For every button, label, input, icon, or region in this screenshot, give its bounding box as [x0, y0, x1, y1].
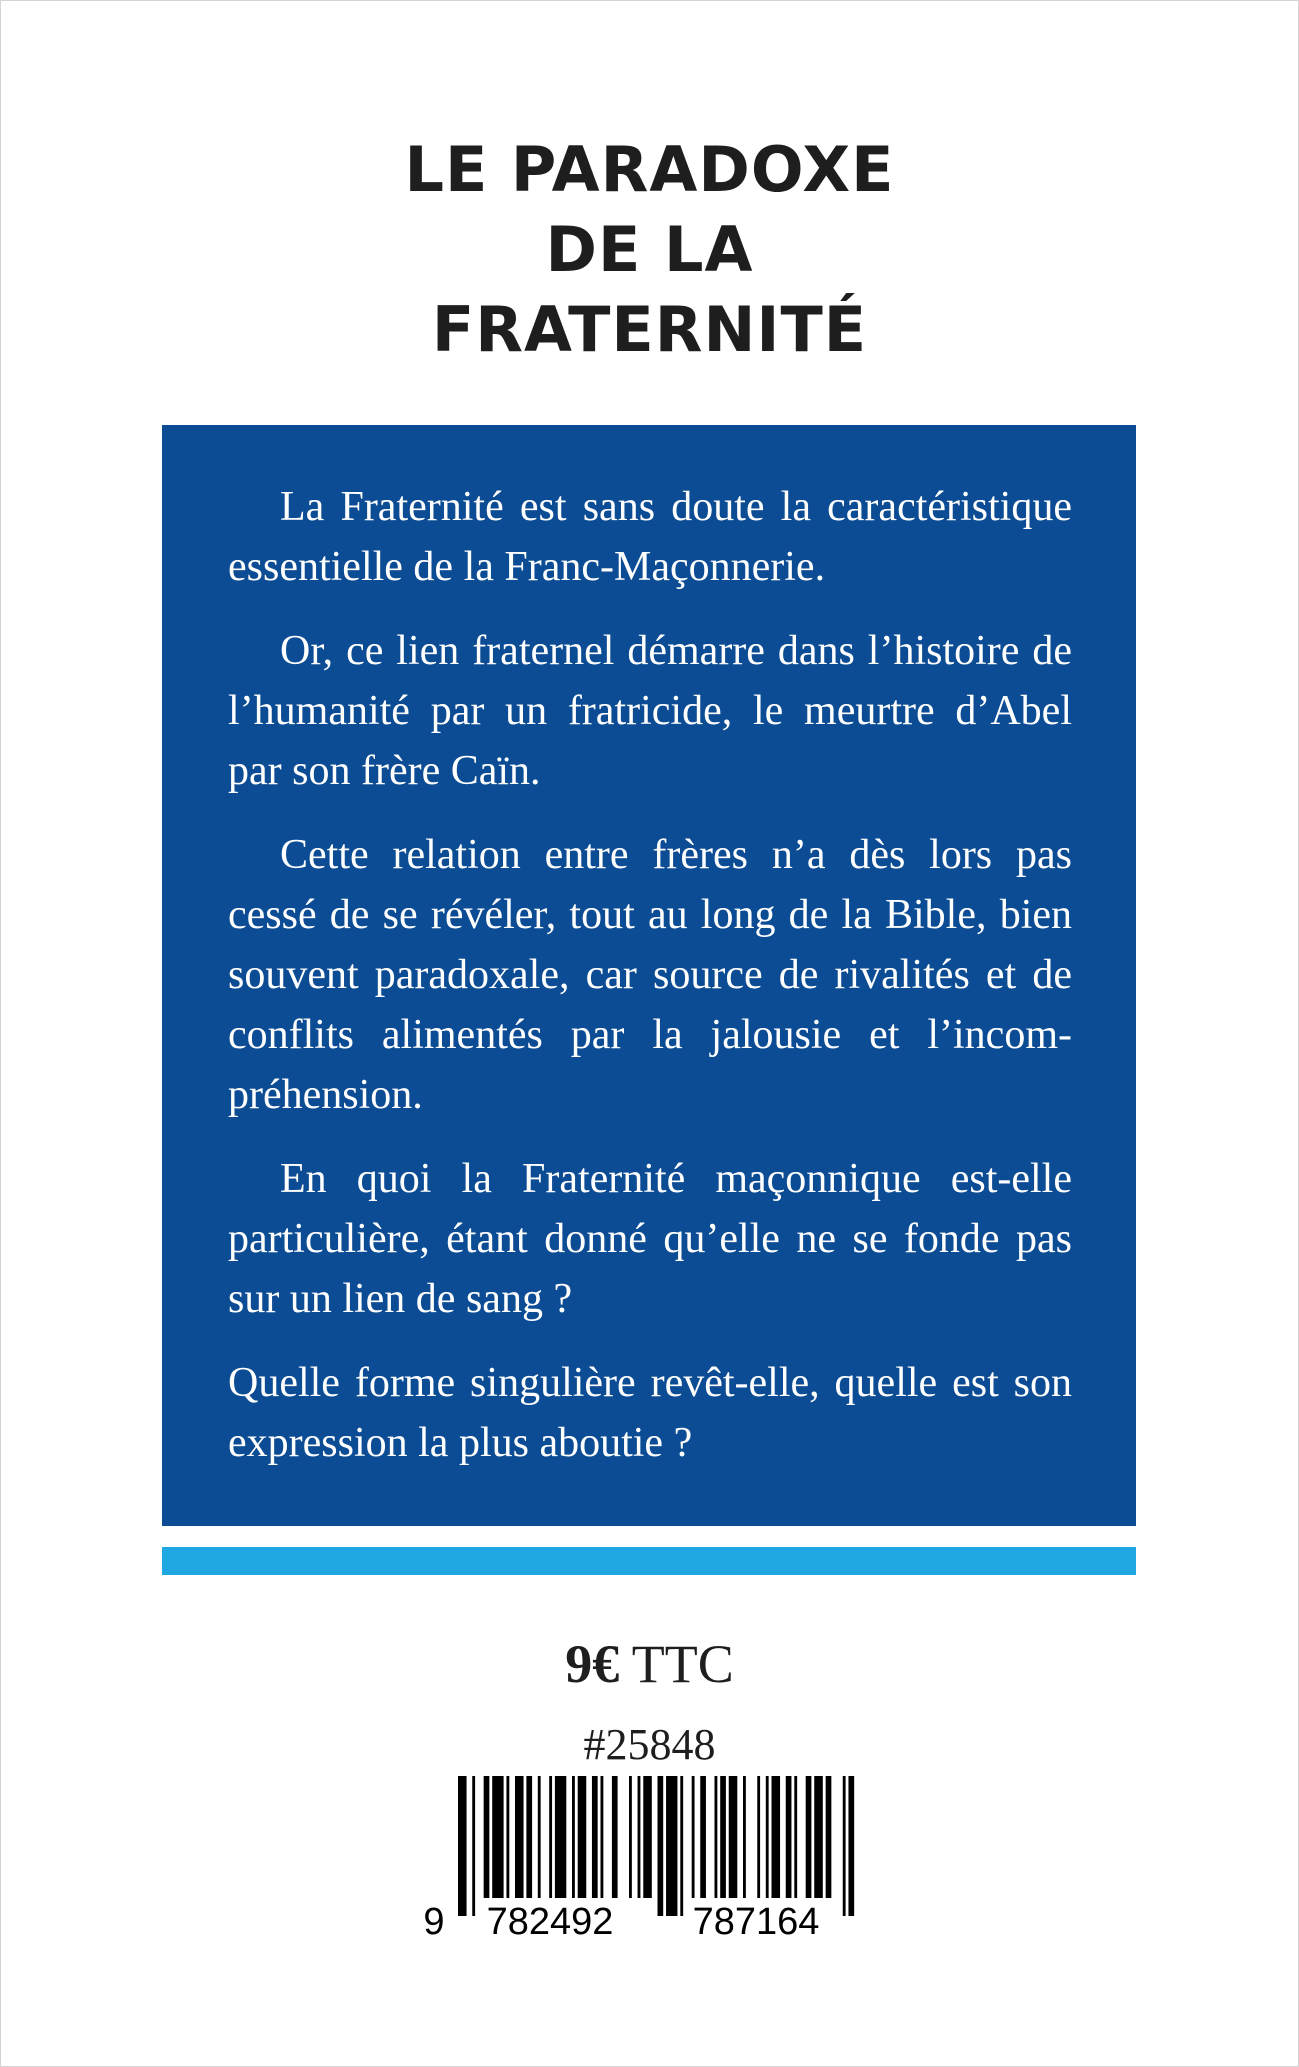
barcode-bar — [572, 1776, 575, 1898]
barcode-bar — [743, 1776, 746, 1898]
blurb-paragraph-5: Quelle forme singulière revêt-elle, quelle est son expression la plus aboutie ? — [228, 1360, 1072, 1466]
barcode-bar — [629, 1776, 632, 1898]
barcode-bar — [592, 1776, 598, 1898]
book-title — [0, 130, 1299, 370]
blurb-paragraph-3: Cette relation entre frères n’a dès lors pas cessé de se révéler, tout au long de la Bible, bien souvent paradoxale, car source de rivalités et de conflits alimentés par la jalousie et l’incompréhension. — [228, 832, 1072, 1118]
barcode-bar — [729, 1776, 738, 1898]
barcode-bar — [484, 1776, 490, 1898]
barcode-bar — [538, 1776, 541, 1898]
barcode-bar — [757, 1776, 760, 1898]
barcode-bar — [700, 1776, 706, 1898]
barcode-bar — [492, 1776, 503, 1898]
barcode-digit-first: 9 — [423, 1901, 445, 1941]
barcode-bar — [555, 1776, 566, 1898]
barcode-bar — [578, 1776, 587, 1898]
blurb-paragraph-2: Or, ce lien fraternel démarre dans l’histoire de l’humanité par un fratricide, le meurtre d’Abel par son frère Caïn. — [228, 628, 1072, 794]
barcode-bar — [643, 1776, 652, 1898]
title-line-2: DE LA — [545, 213, 754, 286]
barcode-bar — [515, 1776, 524, 1898]
barcode-bar — [666, 1776, 677, 1916]
title-line-3: FRATERNITÉ — [431, 293, 868, 366]
price-amount: 9€ — [565, 1634, 620, 1694]
barcode-bar — [549, 1776, 552, 1898]
barcode-bar — [806, 1776, 812, 1898]
barcode-bar — [638, 1776, 641, 1898]
barcode-bar — [772, 1776, 781, 1898]
barcode-bar — [526, 1776, 532, 1898]
barcode-bar — [786, 1776, 792, 1898]
barcode-bar — [506, 1776, 509, 1898]
isbn-barcode — [420, 1776, 890, 1941]
barcode-bar — [601, 1776, 604, 1898]
price-suffix: TTC — [619, 1634, 734, 1694]
blurb-paragraph-4: En quoi la Fraternité maçonnique est-elle particulière, étant donné qu’elle ne se fonde pas sur un lien de sang ? — [228, 1156, 1072, 1322]
barcode-bars — [458, 1776, 854, 1916]
blurb-panel — [162, 425, 1136, 1526]
barcode-bar — [715, 1776, 718, 1898]
barcode-group-left: 782492 — [486, 1901, 614, 1941]
barcode-bar — [680, 1776, 683, 1916]
reference-number: #25848 — [583, 1720, 716, 1769]
barcode-bar — [848, 1776, 854, 1916]
barcode-bar — [692, 1776, 695, 1898]
title-line-1: LE PARADOXE — [404, 133, 895, 206]
barcode-bar — [766, 1776, 769, 1898]
barcode-bar — [843, 1776, 846, 1916]
barcode-bar — [794, 1776, 797, 1898]
barcode-bar — [814, 1776, 823, 1898]
barcode-group-right: 787164 — [692, 1901, 820, 1941]
barcode-bar — [612, 1776, 618, 1898]
price-label — [0, 1632, 1299, 1696]
barcode-bar — [826, 1776, 832, 1898]
barcode-bar — [458, 1776, 467, 1916]
barcode-bar — [658, 1776, 664, 1916]
barcode-bar — [472, 1776, 475, 1916]
blurb-paragraph-1: La Fraternité est sans doute la caractéristique essentielle de la Franc-Maçonnerie. — [228, 484, 1072, 590]
barcode-bar — [720, 1776, 726, 1898]
accent-stripe — [162, 1547, 1136, 1575]
